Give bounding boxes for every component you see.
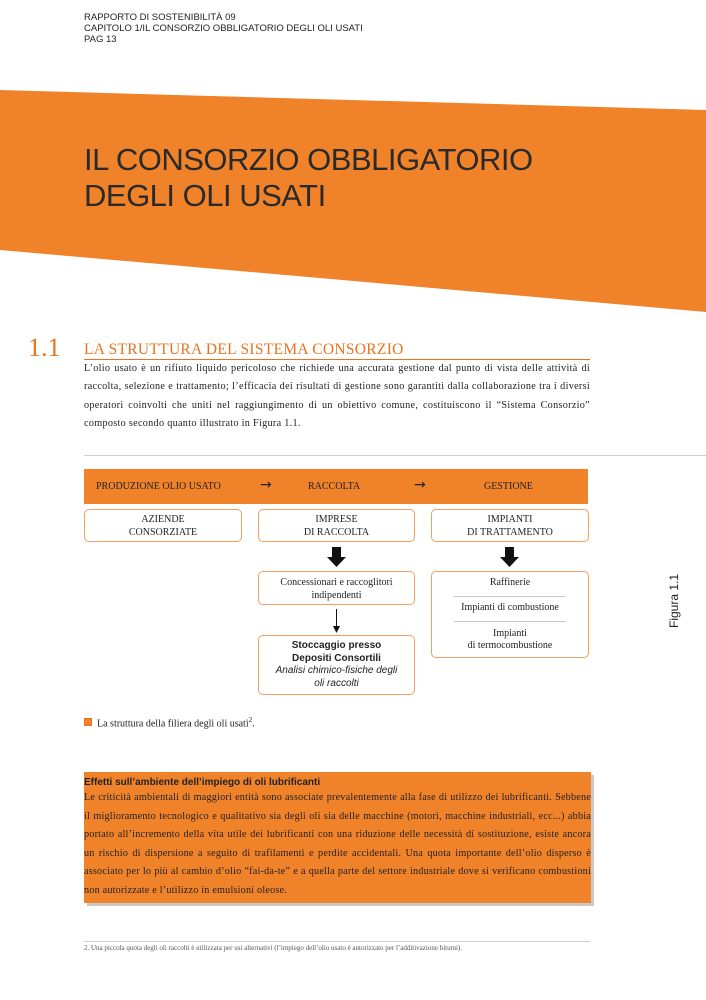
impianti-divider-2 (454, 621, 566, 622)
box-aziende-line1: AZIENDE (141, 514, 185, 525)
flow-step-raccolta: RACCOLTA (308, 481, 361, 492)
box-aziende-line2: CONSORZIATE (128, 526, 198, 538)
box-impianti-line1: IMPIANTI (487, 514, 533, 525)
caption-text: La struttura della filiera degli oli usati (97, 718, 249, 730)
box-concessionari-line2: indipendenti (311, 589, 362, 601)
effects-heading: Effetti sull’ambiente dell’impiego di oli lubrificanti (84, 777, 321, 788)
flow-step-produzione: PRODUZIONE OLIO USATO (96, 481, 221, 492)
footnote-rule (84, 941, 590, 942)
effects-body: Le criticità ambientali di maggiori entità sono associate prevalentemente alla fase di utilizzo dei lubrificanti. Sebbene il miglioramento tecnologico e qualitativo sia degli oli sia delle macchine (motori, macchine industriali, ecc...) abbia portato all’incremento della vita utile dei lubrificanti con una riduzione delle necessità di sostituzione, esiste ancora un rischio di dispersione a seguito di trafilamenti e perdite accidentali. Una quota importante dell’olio disperso è associato per lo più al cambio d’olio “fai-da-te” e a quella parte del settore industriale dove si verificano combustioni non autorizzate e l’utilizzo in emulsioni oleose. (84, 792, 591, 896)
stoccaggio-title-line2: Depositi Consortili (292, 652, 381, 664)
chapter-title-line2: DEGLI OLI USATI (84, 178, 326, 213)
figure-label (669, 572, 685, 632)
section-title: LA STRUTTURA DEL SISTEMA CONSORZIO (84, 341, 404, 358)
box-stoccaggio (258, 635, 415, 695)
down-arrow-icon-col2 (327, 547, 346, 567)
stoccaggio-note-line2: oli raccolti (314, 677, 359, 689)
section-body: L’olio usato è un rifiuto liquido pericoloso che richiede una accurata gestione dal punto di vista delle attività di raccolta, selezione e trattamento; l’efficacia dei risultati di gestione sono garantiti dalla collaborazione tra i diversi operatori coinvolti che uniti nel raggiungimento di un obiettivo comune, costituiscono il “Sistema Consorzio” composto secondo quanto illustrato in Figura 1.1. (84, 363, 590, 430)
box-impianti-line2: DI TRATTAMENTO (467, 526, 553, 538)
box-impianti-list (431, 571, 589, 658)
caption-bullet-icon (84, 718, 92, 726)
figure-label-text: Figura 1.1 (667, 573, 682, 629)
footnote: 2. Una piccola quota degli oli raccolti è utilizzata per usi alternativi (l’impiego dell’olio usato è autorizzato per l’additivazione bitumi). (84, 944, 463, 952)
flow-step-gestione: GESTIONE (484, 481, 533, 492)
flow-arrow-icon-1: → (260, 477, 272, 493)
header-report-title: RAPPORTO DI SOSTENIBILITÀ 09 (84, 12, 236, 23)
box-imprese-line1: IMPRESE (315, 514, 358, 525)
down-arrow-icon-col3 (500, 547, 519, 567)
header-page-number: PAG 13 (84, 34, 117, 45)
flow-arrow-icon-2: → (414, 477, 426, 493)
impianti-item-combustione: Impianti di combustione (461, 602, 559, 613)
box-concessionari (258, 571, 415, 605)
impianti-item-raffinerie: Raffinerie (489, 577, 531, 588)
stoccaggio-title-line1: Stoccaggio presso (291, 640, 382, 651)
impianti-item-termo-line1: Impianti (493, 628, 527, 639)
header-chapter: CAPITOLO 1/IL CONSORZIO OBBLIGATORIO DEGLI OLI USATI (84, 23, 363, 34)
stoccaggio-note-line1: Analisi chimico-fisiche degli (275, 665, 398, 676)
thin-down-arrow-icon (333, 609, 340, 633)
section-number: 1.1 (28, 333, 61, 362)
caption-footnote-ref: 2 (248, 716, 253, 724)
caption-period: . (252, 718, 255, 730)
chapter-title-line1: IL CONSORZIO OBBLIGATORIO (84, 142, 533, 177)
box-imprese-line2: DI RACCOLTA (303, 526, 370, 538)
effects-box (84, 772, 591, 903)
box-concessionari-line1: Concessionari e raccoglitori (280, 577, 393, 588)
impianti-divider-1 (454, 596, 566, 597)
impianti-item-termo-line2: di termocombustione (467, 640, 553, 651)
figure-caption (84, 716, 255, 729)
